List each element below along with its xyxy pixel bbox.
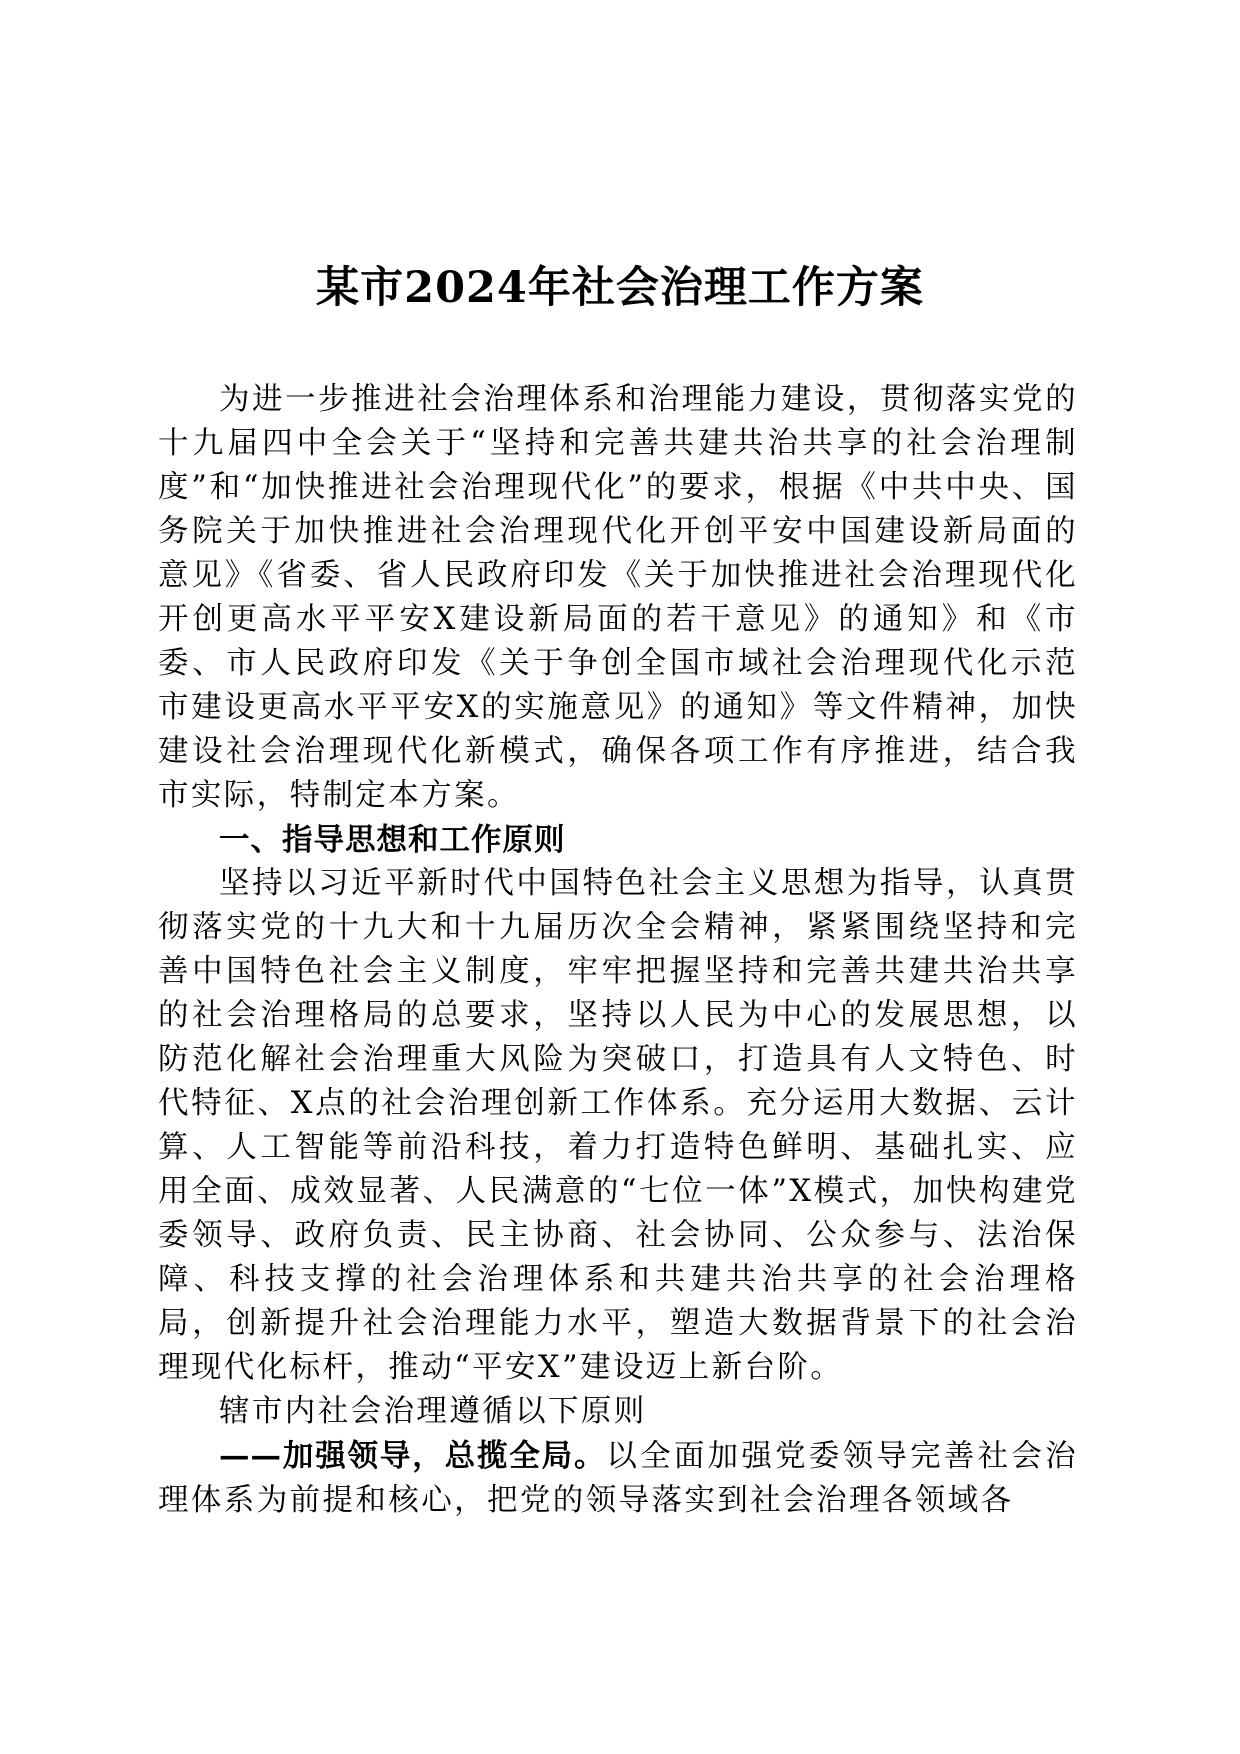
section-heading-guiding-principles: 一、指导思想和工作原则 <box>219 822 566 858</box>
principles-intro-paragraph: 辖市内社会治理遵循以下原则 <box>219 1394 647 1429</box>
document-title: 某市2024年社会治理工作方案 <box>316 263 924 313</box>
guiding-ideology-paragraph: 坚持以习近平新时代中国特色社会主义思想为指导，认真贯彻落实党的十九大和十九届历次全会精神，紧紧围绕坚持和完善中国特色社会主义制度，牢牢把握坚持和完善共建共治共享的社会治理格局的总要求，坚持以人民为中心的发展思想，以防范化解社会治理重大风险为突破口，打造具有人文特色、时代特征、X点的社会治理创新工作体系。充分运用大数据、云计算、人工智能等前沿科技，着力打造特色鲜明、基础扎实、应用全面、成效显著、人民满意的“七位一体”X模式，加快构建党委领导、政府负责、民主协商、社会协同、公众参与、法治保障、科技支撑的社会治理体系和共建共治共享的社会治理格局，创新提升社会治理能力水平，塑造大数据背景下的社会治理现代化标杆，推动“平安X”建设迈上新台阶。 <box>158 866 1078 1385</box>
principle-leadership-paragraph <box>158 1434 1078 1523</box>
principle-leadership-lead: ——加强领导，总揽全局。 <box>219 1438 607 1474</box>
principle-leadership-text: 以全面加强党委领导完善社会治理体系为前提和核心，把党的领导落实到社会治理各领域各 <box>158 1439 1079 1518</box>
intro-paragraph: 为进一步推进社会治理体系和治理能力建设，贯彻落实党的十九届四中全会关于“坚持和完善共建共治共享的社会治理制度”和“加快推进社会治理现代化”的要求，根据《中共中央、国务院关于加快推进社会治理现代化开创平安中国建设新局面的意见》《省委、省人民政府印发《关于加快推进社会治理现代化开创更高水平平安X建设新局面的若干意见》的通知》和《市委、市人民政府印发《关于争创全国市域社会治理现代化示范市建设更高水平平安X的实施意见》的通知》等文件精神，加快建设社会治理现代化新模式，确保各项工作有序推进，结合我市实际，特制定本方案。 <box>158 382 1078 813</box>
document-body <box>158 378 1078 1523</box>
